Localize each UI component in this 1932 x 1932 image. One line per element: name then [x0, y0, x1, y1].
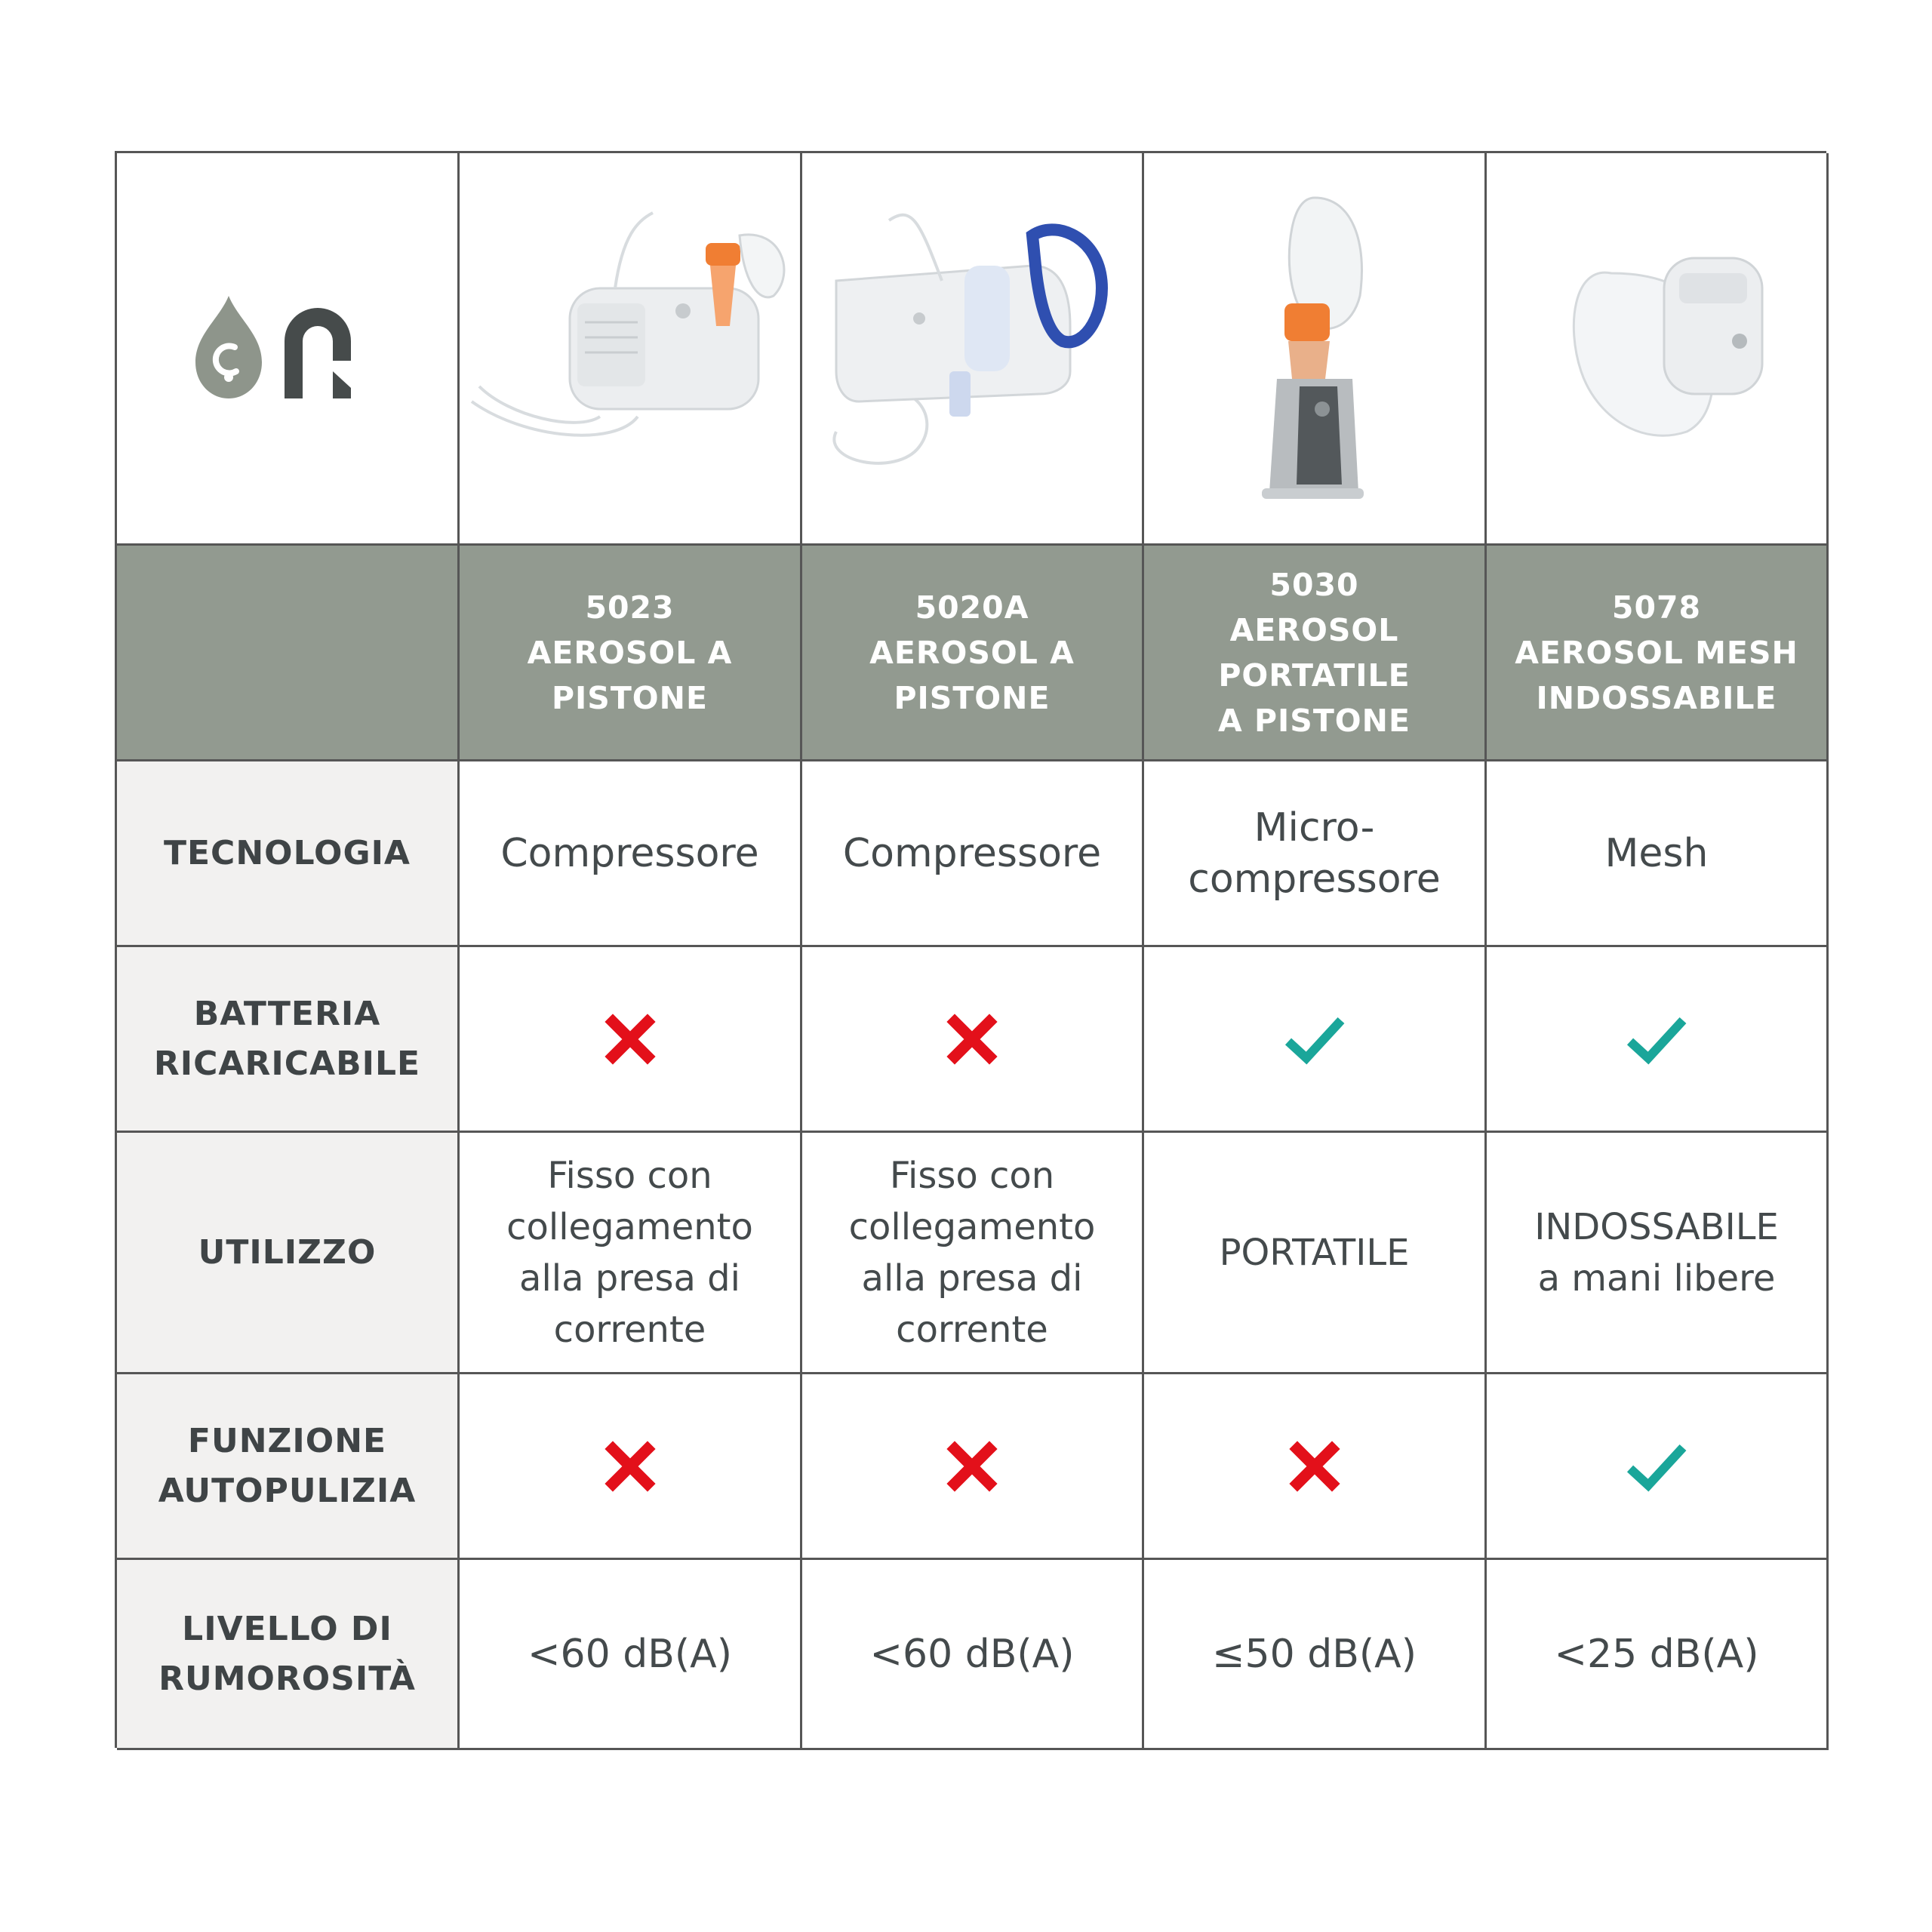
row-label-utilizzo: UTILIZZO — [117, 1133, 460, 1374]
product-name-5030: 5030 AEROSOL PORTATILE A PISTONE — [1144, 546, 1487, 761]
product-name-5023: 5023 AEROSOL A PISTONE — [460, 546, 802, 761]
value-cell: Fisso con collegamento alla presa di corrente — [802, 1133, 1144, 1374]
mark-cell — [460, 1374, 802, 1560]
product-image-5030 — [1144, 153, 1487, 546]
product-image-5023 — [460, 153, 802, 546]
value-cell: Fisso con collegamento alla presa di corrente — [460, 1133, 802, 1374]
row-label-autopulizia: FUNZIONE AUTOPULIZIA — [117, 1374, 460, 1560]
value-cell: Compressore — [460, 761, 802, 947]
mark-cell — [1144, 1374, 1487, 1560]
mark-cell — [802, 1374, 1144, 1560]
value-cell: Micro- compressore — [1144, 761, 1487, 947]
row-label-rumorosita: LIVELLO DI RUMOROSITÀ — [117, 1560, 460, 1750]
portable-nebulizer-image — [1149, 183, 1481, 515]
product-name-5020a: 5020A AEROSOL A PISTONE — [802, 546, 1144, 761]
logo-cell — [117, 153, 460, 546]
value-cell: INDOSSABILE a mani libere — [1487, 1133, 1829, 1374]
cross-icon — [596, 1005, 664, 1073]
comparison-table — [115, 151, 1826, 1748]
cross-icon — [596, 1432, 664, 1500]
value-cell: PORTATILE — [1144, 1133, 1487, 1374]
mark-cell — [1487, 947, 1829, 1133]
cross-icon — [938, 1005, 1006, 1073]
product-image-5078 — [1487, 153, 1829, 546]
cross-icon — [1281, 1432, 1349, 1500]
mark-cell — [802, 947, 1144, 1133]
check-icon — [1623, 1432, 1690, 1500]
brand-logo-icon — [189, 288, 386, 409]
wearable-mesh-nebulizer-image — [1491, 190, 1823, 507]
row-label-tecnologia: TECNOLOGIA — [117, 761, 460, 947]
value-cell: <60 dB(A) — [802, 1560, 1144, 1750]
value-cell: <25 dB(A) — [1487, 1560, 1829, 1750]
check-icon — [1281, 1005, 1349, 1073]
row-label-batteria: BATTERIA RICARICABILE — [117, 947, 460, 1133]
value-cell: Compressore — [802, 761, 1144, 947]
value-cell: Mesh — [1487, 761, 1829, 947]
cross-icon — [938, 1432, 1006, 1500]
product-name-5078: 5078 AEROSOL MESH INDOSSABILE — [1487, 546, 1829, 761]
mark-cell — [1144, 947, 1487, 1133]
piston-nebulizer-blue-mask-image — [806, 190, 1138, 507]
mark-cell — [1487, 1374, 1829, 1560]
check-icon — [1623, 1005, 1690, 1073]
value-cell: <60 dB(A) — [460, 1560, 802, 1750]
header-empty-cell — [117, 546, 460, 761]
mark-cell — [460, 947, 802, 1133]
piston-nebulizer-image — [464, 190, 796, 507]
value-cell: ≤50 dB(A) — [1144, 1560, 1487, 1750]
product-image-5020a — [802, 153, 1144, 546]
